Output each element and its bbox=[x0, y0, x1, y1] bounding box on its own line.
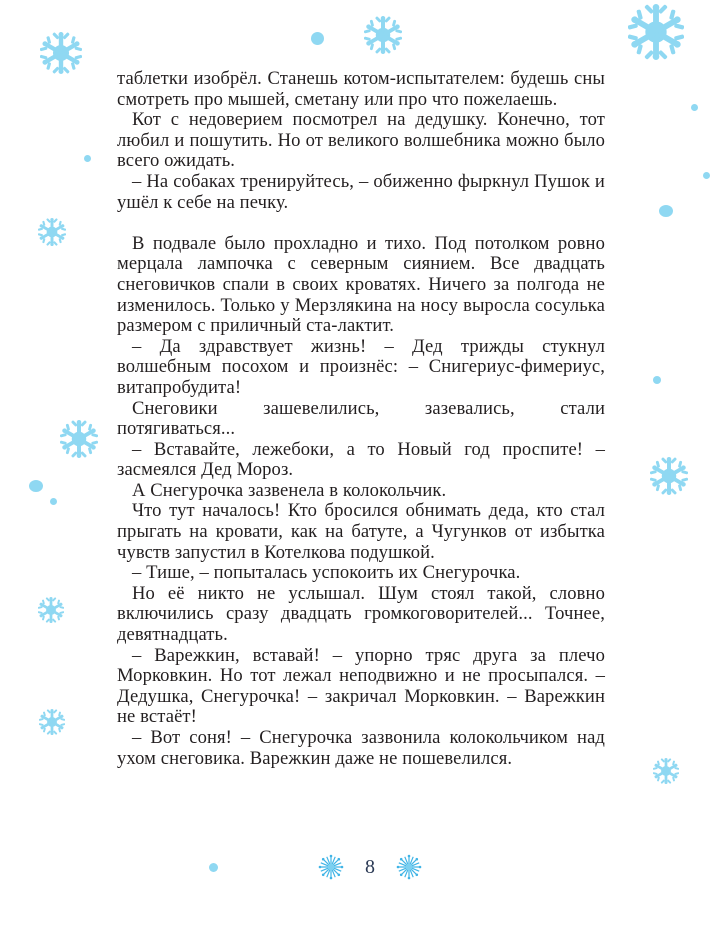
paragraph: – Вставайте, лежебоки, а то Новый год проспите! – засмеялся Дед Мороз. bbox=[117, 438, 605, 481]
story-text bbox=[117, 69, 605, 769]
snow-dot bbox=[653, 376, 661, 384]
paragraph: Снеговики зашевелились, зазевались, стали потягиваться... bbox=[117, 397, 605, 440]
starburst-ornament-icon bbox=[396, 854, 422, 880]
snow-dot bbox=[691, 104, 698, 111]
paragraph: – Вот соня! – Снегурочка зазвонила колокольчиком над ухом снеговика. Варежкин даже не пошевелился. bbox=[117, 727, 605, 769]
snowflake-icon bbox=[60, 420, 98, 458]
paragraph: – Тише, – попыталась успокоить их Снегурочка. bbox=[132, 562, 521, 584]
page-footer bbox=[318, 852, 422, 882]
paragraph: Но её никто не услышал. Шум стоял такой, словно включились сразу двадцать громкоговорителей... Точнее, девятнадцать. bbox=[117, 582, 605, 646]
snow-dot bbox=[209, 863, 218, 872]
paragraph: А Снегурочка зазвенела в колокольчик. bbox=[132, 479, 447, 501]
snowflake-icon bbox=[40, 30, 82, 76]
snow-dot bbox=[29, 480, 43, 492]
snowflake-icon bbox=[628, 4, 684, 60]
paragraph: Кот с недоверием посмотрел на дедушку. Конечно, тот любил и пошутить. Но от великого волшебника можно было всего ожидать. bbox=[117, 109, 605, 172]
paragraph: – Да здравствует жизнь! – Дед трижды стукнул волшебным посохом и произнёс: – Снигериус-фимериус, витапробудита! bbox=[117, 335, 605, 398]
snowflake-icon bbox=[38, 597, 64, 623]
snowflake-icon bbox=[38, 218, 66, 246]
snow-dot bbox=[84, 155, 91, 162]
paragraph: В подвале было прохладно и тихо. Под потолком ровно мерцала лампочка с северным сиянием. Все двадцать снеговичков спали в своих кроватях. Ничего за полгода не изменилось. Только у Мерзлякина на носу выросла сосулька размером с приличный ста-лактит. bbox=[117, 232, 605, 337]
snowflake-icon bbox=[39, 709, 65, 735]
snow-dot bbox=[50, 498, 57, 505]
snowflake-icon bbox=[364, 16, 402, 54]
paragraph: – Варежкин, вставай! – упорно тряс друга за плечо Морковкин. Но тот лежал неподвижно и не просыпался. – Дедушка, Снегурочка! – закричал Морковкин. – Варежкин не встаёт! bbox=[117, 644, 605, 728]
snowflake-icon bbox=[650, 457, 688, 495]
snow-dot bbox=[659, 205, 673, 217]
snow-dot bbox=[311, 32, 324, 45]
starburst-ornament-icon bbox=[318, 854, 344, 880]
snowflake-icon bbox=[653, 757, 679, 785]
paragraph: – На собаках тренируйтесь, – обиженно фыркнул Пушок и ушёл к себе на печку. bbox=[117, 170, 605, 213]
page-number: 8 bbox=[365, 856, 375, 878]
paragraph: Что тут началось! Кто бросился обнимать деда, кто стал прыгать на кровати, как на батуте, а Чугунков от избытка чувств запустил в Котелкова подушкой. bbox=[117, 500, 605, 563]
paragraph: таблетки изобрёл. Станешь котом-испытателем: будешь сны смотреть про мышей, сметану или про что пожелаешь. bbox=[117, 68, 605, 110]
snow-dot bbox=[703, 172, 710, 179]
